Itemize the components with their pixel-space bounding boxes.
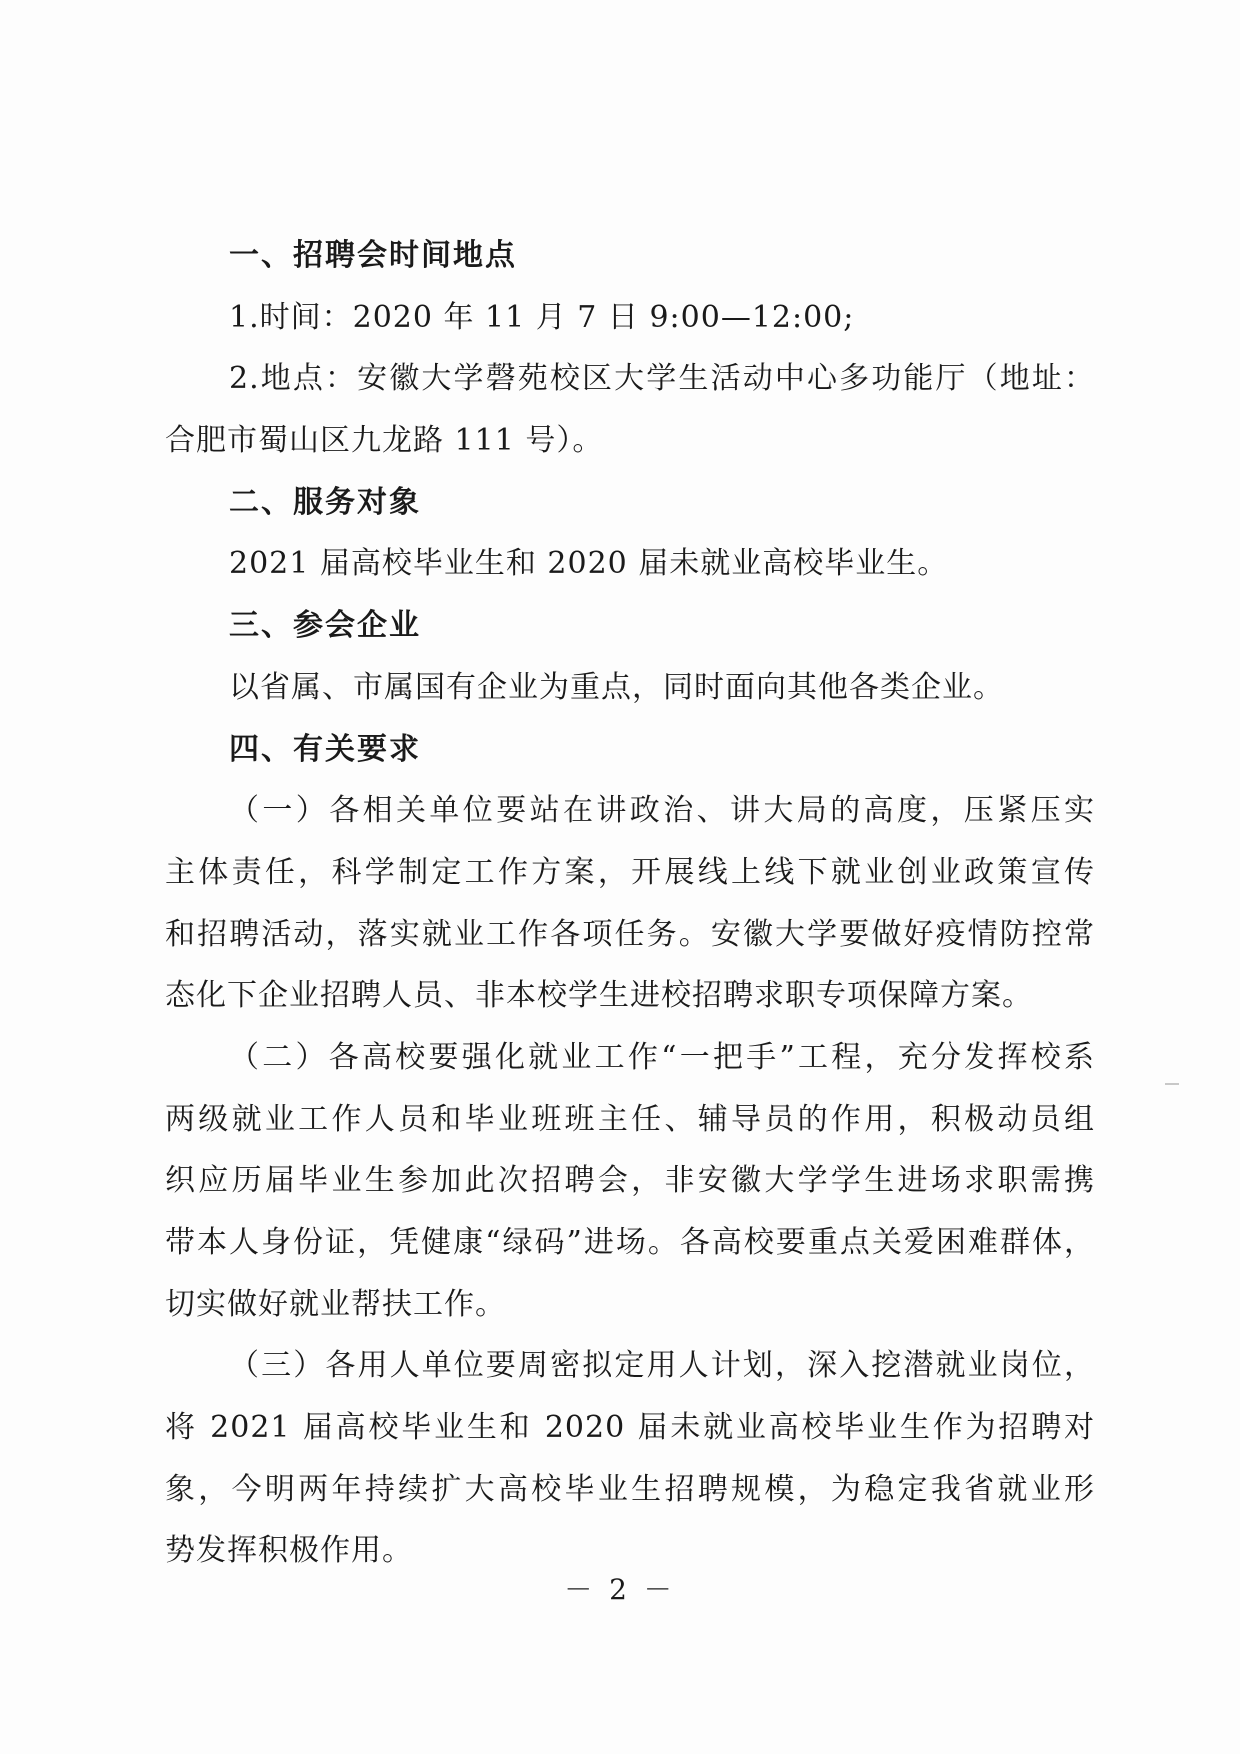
requirement-1-line: 主体责任，科学制定工作方案，开展线上线下就业创业政策宣传 [165,854,1095,890]
requirement-2-line: 织应历届毕业生参加此次招聘会，非安徽大学学生进场求职需携 [165,1163,1095,1199]
section-heading-requirements: 四、有关要求 [229,731,421,767]
requirement-2-line: （二）各高校要强化就业工作“一把手”工程，充分发挥校系 [229,1039,1095,1075]
scan-mark [1165,1083,1179,1085]
section-heading-time-place: 一、招聘会时间地点 [229,238,517,273]
event-time: 1.时间：2020 年 11 月 7 日 9:00—12:00; [229,299,855,335]
participants-text: 以省属、市属国有企业为重点，同时面向其他各类企业。 [229,669,1004,705]
requirement-3-line: 将 2021 届高校毕业生和 2020 届未就业高校毕业生作为招聘对 [165,1410,1095,1446]
service-target-text: 2021 届高校毕业生和 2020 届未就业高校毕业生。 [229,546,949,582]
section-heading-service-target: 二、服务对象 [229,484,421,520]
event-place-line: 合肥市蜀山区九龙路 111 号）。 [165,423,604,459]
section-heading-participants: 三、参会企业 [229,608,421,644]
requirement-3-line: 象，今明两年持续扩大高校毕业生招聘规模，为稳定我省就业形 [165,1471,1095,1507]
document-body [165,225,1095,1582]
requirement-1-line: （一）各相关单位要站在讲政治、讲大局的高度，压紧压实 [229,793,1095,829]
page-number: － 2 － [564,1573,676,1606]
requirement-1-line: 和招聘活动，落实就业工作各项任务。安徽大学要做好疫情防控常 [165,916,1095,952]
requirement-1-line: 态化下企业招聘人员、非本校学生进校招聘求职专项保障方案。 [165,978,1033,1014]
requirement-3-line: 势发挥积极作用。 [165,1533,413,1569]
requirement-2-line: 两级就业工作人员和毕业班班主任、辅导员的作用，积极动员组 [165,1101,1095,1137]
requirement-3-line: （三）各用人单位要周密拟定用人计划，深入挖潜就业岗位， [229,1348,1095,1384]
event-place-line: 2.地点：安徽大学磬苑校区大学生活动中心多功能厅（地址： [229,361,1095,397]
requirement-2-line: 带本人身份证，凭健康“绿码”进场。各高校要重点关爱困难群体， [165,1225,1095,1260]
requirement-2-line: 切实做好就业帮扶工作。 [165,1286,506,1322]
